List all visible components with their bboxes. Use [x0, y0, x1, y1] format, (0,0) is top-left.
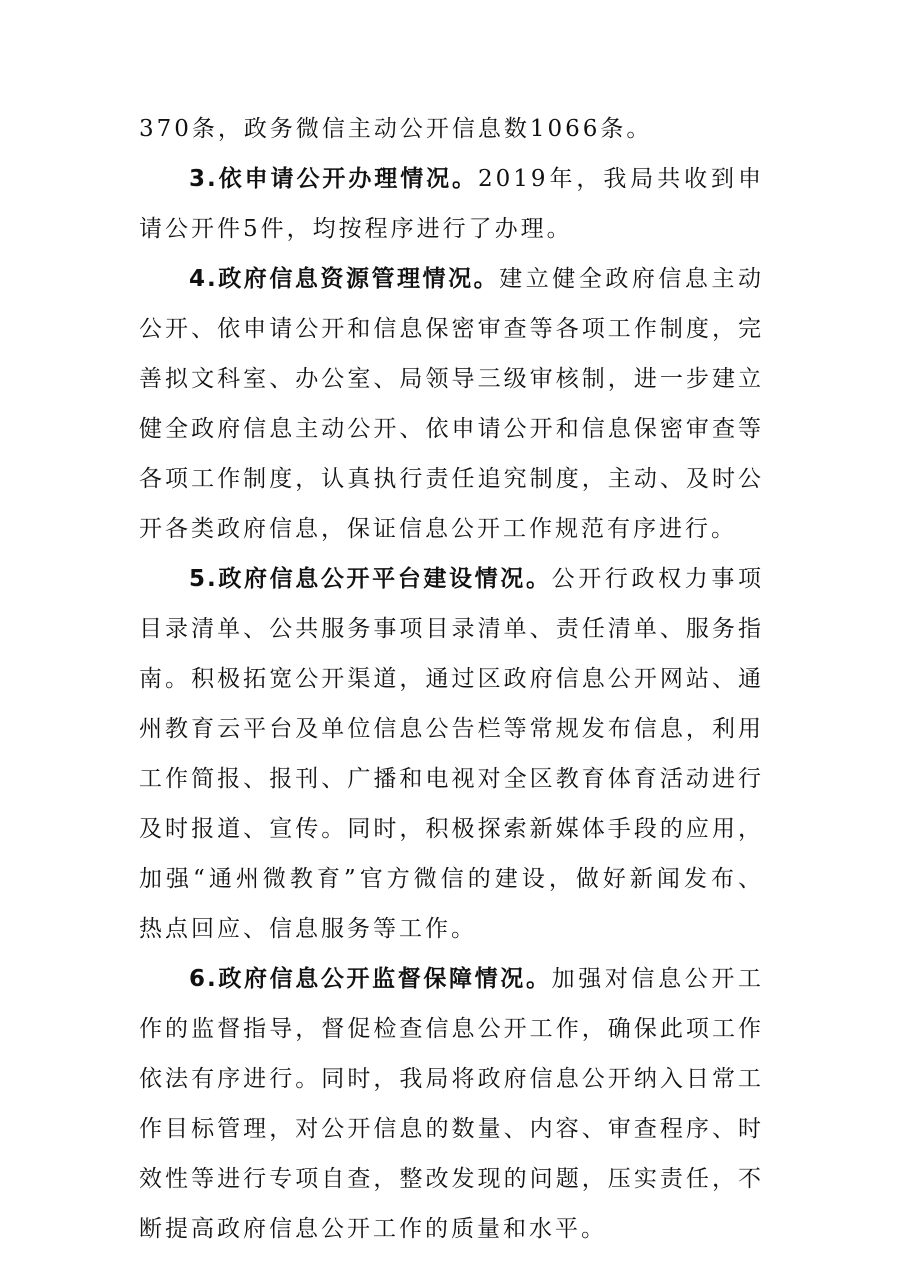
paragraph-section-5	[139, 554, 764, 954]
paragraph-section-6	[139, 954, 764, 1254]
paragraph-body: 370条，政务微信主动公开信息数1066条。	[139, 116, 653, 142]
document-page	[139, 104, 764, 1254]
section-heading: 6.政府信息公开监督保障情况。	[189, 966, 552, 992]
paragraph-body: 2019年，我局共收到申请公开件5件，均按程序进行了办理。	[139, 166, 764, 242]
paragraph-body: 公开行政权力事项目录清单、公共服务事项目录清单、责任清单、服务指南。积极拓宽公开渠道，通过区政府信息公开网站、通州教育云平台及单位信息公告栏等常规发布信息，利用工作简报、报刊、广播和电视对全区教育体育活动进行及时报道、宣传。同时，积极探索新媒体手段的应用，加强“通州微教育”官方微信的建设，做好新闻发布、热点回应、信息服务等工作。	[139, 566, 764, 942]
paragraph-body: 建立健全政府信息主动公开、依申请公开和信息保密审查等各项工作制度，完善拟文科室、办公室、局领导三级审核制，进一步建立健全政府信息主动公开、依申请公开和信息保密审查等各项工作制度，认真执行责任追究制度，主动、及时公开各类政府信息，保证信息公开工作规范有序进行。	[139, 266, 764, 542]
paragraph-section-4	[139, 254, 764, 554]
paragraph-continuation	[139, 104, 764, 154]
section-heading: 5.政府信息公开平台建设情况。	[189, 566, 552, 592]
paragraph-body: 加强对信息公开工作的监督指导，督促检查信息公开工作，确保此项工作依法有序进行。同时，我局将政府信息公开纳入日常工作目标管理，对公开信息的数量、内容、审查程序、时效性等进行专项自查，整改发现的问题，压实责任，不断提高政府信息公开工作的质量和水平。	[139, 966, 764, 1242]
section-heading: 4.政府信息资源管理情况。	[189, 266, 500, 292]
paragraph-section-3	[139, 154, 764, 254]
section-heading: 3.依申请公开办理情况。	[189, 166, 478, 192]
